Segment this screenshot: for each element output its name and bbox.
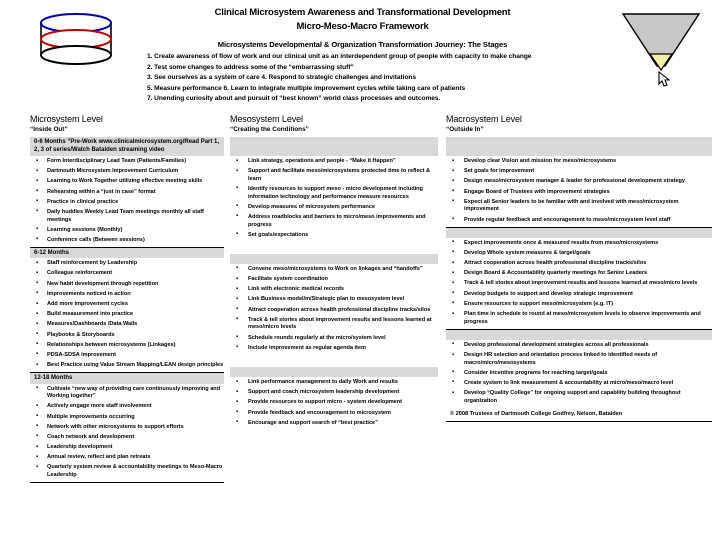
- list-item: ▪ Design HR selection and orientation process linked to identified needs of macro/micro/mesosystems: [446, 352, 712, 367]
- list-item: ▪ New habit development through repetition: [30, 281, 224, 289]
- stage-item: 1. Create awareness of flow of work and our clinical unit as an interdependent group of people with capacity to make change: [147, 53, 532, 60]
- list-item: ▪ Link strategy, operations and people - “Make it Happen”: [230, 158, 438, 166]
- list-item: ▪ Consider incentive programs for reaching target/goals: [446, 370, 712, 378]
- list-item: ▪ Multiple improvements occurring: [30, 414, 224, 422]
- page-title: Clinical Microsystem Awareness and Transformational Development: [214, 7, 511, 18]
- list-item: ▪ Provide feedback and encouragement to microsystem: [230, 410, 438, 418]
- list-item: ▪ Link performance management to daily Work and results: [230, 379, 438, 387]
- column-subheading: “Outside In”: [446, 126, 484, 133]
- column-heading: Macrosystem Level: [446, 114, 522, 124]
- bullet-list: [230, 379, 438, 427]
- list-item: ▪ Schedule rounds regularly at the micro/system level: [230, 335, 438, 343]
- list-item: ▪ Design meso/microsystem manager & leader for professional development strategy: [446, 178, 712, 186]
- list-item: ▪ Measures/Dashboards /Data Walls: [30, 321, 224, 329]
- bullet-list: [30, 158, 224, 245]
- list-item: ▪ Encourage and support search of “best practice”: [230, 420, 438, 428]
- page-subtitle: Micro-Meso-Macro Framework: [296, 21, 429, 32]
- list-item: ▪ Support and facilitate meso/microsystems protected time to reflect & learn: [230, 168, 438, 183]
- list-item: ▪ Plan time in schedule to round at meso/microsystem levels to observe improvements and progress: [446, 311, 712, 326]
- list-item: ▪ Convene meso/microsystems to Work on linkages and “handoffs”: [230, 266, 438, 274]
- column-microsystem: [0, 113, 228, 540]
- list-item: ▪ Provide regular feedback and encouragement to meso/microsystem level staff: [446, 217, 712, 225]
- stage-list: [147, 52, 577, 105]
- list-item: ▪ Identify resources to support meso - micro development including information technology and performance measure resources: [230, 186, 438, 201]
- list-item: ▪ Annual review, reflect and plan retreats: [30, 454, 224, 462]
- list-item: ▪ Track & tell stories about improvement results and lessons learned at meso/micro levels: [230, 317, 438, 332]
- section-band: [230, 367, 438, 377]
- list-item: ▪ Address roadblocks and barriers to micro/meso improvements and progress: [230, 214, 438, 229]
- bullet-list: [446, 342, 712, 406]
- section-band: [446, 330, 712, 340]
- list-item: ▪ Best Practice using Value Stream Mapping/LEAN design principles: [30, 362, 224, 370]
- section-band: [446, 137, 712, 156]
- section-band-12-18-months: 12-18 Months: [30, 373, 224, 383]
- spacer: [230, 355, 438, 367]
- section-band-0-6-months: 0-6 Months “Pre-Work www.clinicalmicrosystem.org/Read Part 1, 2, 3 of series/Watch Batalden streaming video: [30, 137, 224, 156]
- list-item: ▪ Network with other microsystems to support efforts: [30, 424, 224, 432]
- list-item: ▪ Conference calls (Between sessions): [30, 237, 224, 245]
- column-macrosystem: [444, 113, 720, 540]
- list-item: ▪ Dartmouth Microsystem Improvement Curriculum: [30, 168, 224, 176]
- list-item: ▪ Develop professional development strategies across all professionals: [446, 342, 712, 350]
- list-item: ▪ Attract cooperation across health professional discipline tracks/silos: [230, 307, 438, 315]
- three-column-body: [0, 113, 720, 540]
- list-item: ▪ Learning to Work Together utilizing effective meeting skills: [30, 178, 224, 186]
- list-item: ▪ Coach network and development: [30, 434, 224, 442]
- list-item: ▪ Expect improvements once & measured results from meso/microsystems: [446, 240, 712, 248]
- column-subheading: “Creating the Conditions”: [230, 126, 309, 133]
- list-item: ▪ Develop Whole system measures & target/goals: [446, 250, 712, 258]
- copyright-text: © 2008 Trustees of Dartmouth College Godfrey, Nelson, Batalden: [450, 411, 623, 418]
- bullet-list: [30, 386, 224, 480]
- list-item: ▪ Actively engage more staff involvement: [30, 403, 224, 411]
- journey-label: Microsystems Developmental & Organization Transformation Journey: The Stages: [217, 40, 508, 49]
- bullet-list: [230, 158, 438, 239]
- list-item: ▪ Develop clear Vision and mission for meso/microsystems: [446, 158, 712, 166]
- bullet-list: [30, 260, 224, 369]
- list-item: ▪ Practice in clinical practice: [30, 199, 224, 207]
- list-item: ▪ Design Board & Accountability quarterly meetings for Senior Leaders: [446, 270, 712, 278]
- list-item: ▪ Cultivate “new way of providing care continuously improving and Working together”: [30, 386, 224, 401]
- section-band: [446, 228, 712, 238]
- list-item: ▪ Link Business model/m/Strategic plan to mesosystem level: [230, 296, 438, 304]
- list-item: ▪ Facilitate system coordination: [230, 276, 438, 284]
- column-footer-rule: [30, 482, 224, 483]
- stage-item: 7. Unending curiosity about and pursuit of “best known” world class processes and outcomes.: [147, 95, 441, 103]
- list-item: ▪ Colleague reinforcement: [30, 270, 224, 278]
- list-item: ▪ Provide resources to support micro - system development: [230, 399, 438, 407]
- spacer: [230, 242, 438, 254]
- bullet-list: [446, 240, 712, 327]
- list-item: ▪ PDSA-SDSA improvement: [30, 352, 224, 360]
- list-item: ▪ Form Interdisciplinary Lead Team (Patients/Families): [30, 158, 224, 166]
- list-item: ▪ Develop budgets to support and develop strategic improvement: [446, 291, 712, 299]
- column-mesosystem: [228, 113, 444, 540]
- list-item: ▪ Staff reinforcement by Leadership: [30, 260, 224, 268]
- list-item: ▪ Daily huddles Weekly Lead Team meetings monthly all staff meetings: [30, 209, 224, 224]
- section-band: [230, 137, 438, 156]
- list-item: ▪ Add more improvement cycles: [30, 301, 224, 309]
- column-footer-rule: [446, 421, 712, 422]
- list-item: ▪ Develop “Quality College” for ongoing support and capability building throughout organization: [446, 390, 712, 405]
- title-block: [135, 6, 590, 105]
- column-heading: Microsystem Level: [30, 114, 103, 124]
- list-item: ▪ Create system to link measurement & accountability at micro/meso/macro level: [446, 380, 712, 388]
- list-item: ▪ Link with electronic medical records: [230, 286, 438, 294]
- funnel-logo: [615, 8, 707, 93]
- list-item: ▪ Include improvement as regular agenda item: [230, 345, 438, 353]
- list-item: ▪ Attract cooperation across health professional discipline tracks/silos: [446, 260, 712, 268]
- list-item: ▪ Ensure resources to support meso/microsystem (e.g. IT): [446, 301, 712, 309]
- list-item: ▪ Learning sessions (Monthly): [30, 227, 224, 235]
- list-item: ▪ Set goals/expectations: [230, 232, 438, 240]
- list-item: ▪ Leadership development: [30, 444, 224, 452]
- column-heading: Mesosystem Level: [230, 114, 303, 124]
- list-item: ▪ Improvements noticed in action: [30, 291, 224, 299]
- list-item: ▪ Set goals for improvement: [446, 168, 712, 176]
- bullet-list: [230, 266, 438, 353]
- list-item: ▪ Support and coach microsystem leadership development: [230, 389, 438, 397]
- three-ring-cylinder-logo: [32, 10, 120, 72]
- bullet-list: [446, 158, 712, 224]
- list-item: ▪ Expect all Senior leaders to be familiar with and involved with meso/microsystem improvement: [446, 199, 712, 214]
- list-item: ▪ Quarterly system review & accountability meetings to Meso-Macro Leadership: [30, 464, 224, 479]
- stage-item: 5. Measure performance 6. Learn to integrate multiple improvement cycles while taking care of patients: [147, 84, 466, 92]
- section-band-6-12-months: 6-12 Months: [30, 248, 224, 258]
- section-band: [230, 254, 438, 264]
- mouse-cursor: [659, 72, 669, 86]
- list-item: ▪ Build measurement into practice: [30, 311, 224, 319]
- list-item: ▪ Playbooks & Storyboards: [30, 332, 224, 340]
- stage-item: 3. See ourselves as a system of care 4. Respond to strategic challenges and invitations: [147, 74, 417, 82]
- slide-header: [0, 0, 720, 113]
- column-subheading: “Inside Out”: [30, 126, 68, 133]
- list-item: ▪ Rehearsing within a “just in case” format: [30, 189, 224, 197]
- list-item: ▪ Track & tell stories about improvement results and lessons learned at meso/micro levels: [446, 280, 712, 288]
- stage-item: 2. Test some changes to address some of the “embarrassing stuff”: [147, 63, 354, 71]
- list-item: ▪ Develop measures of microsystem performance: [230, 204, 438, 212]
- list-item: ▪ Engage Board of Trustees with improvement strategies: [446, 189, 712, 197]
- list-item: ▪ Relationships between microsystems (Linkages): [30, 342, 224, 350]
